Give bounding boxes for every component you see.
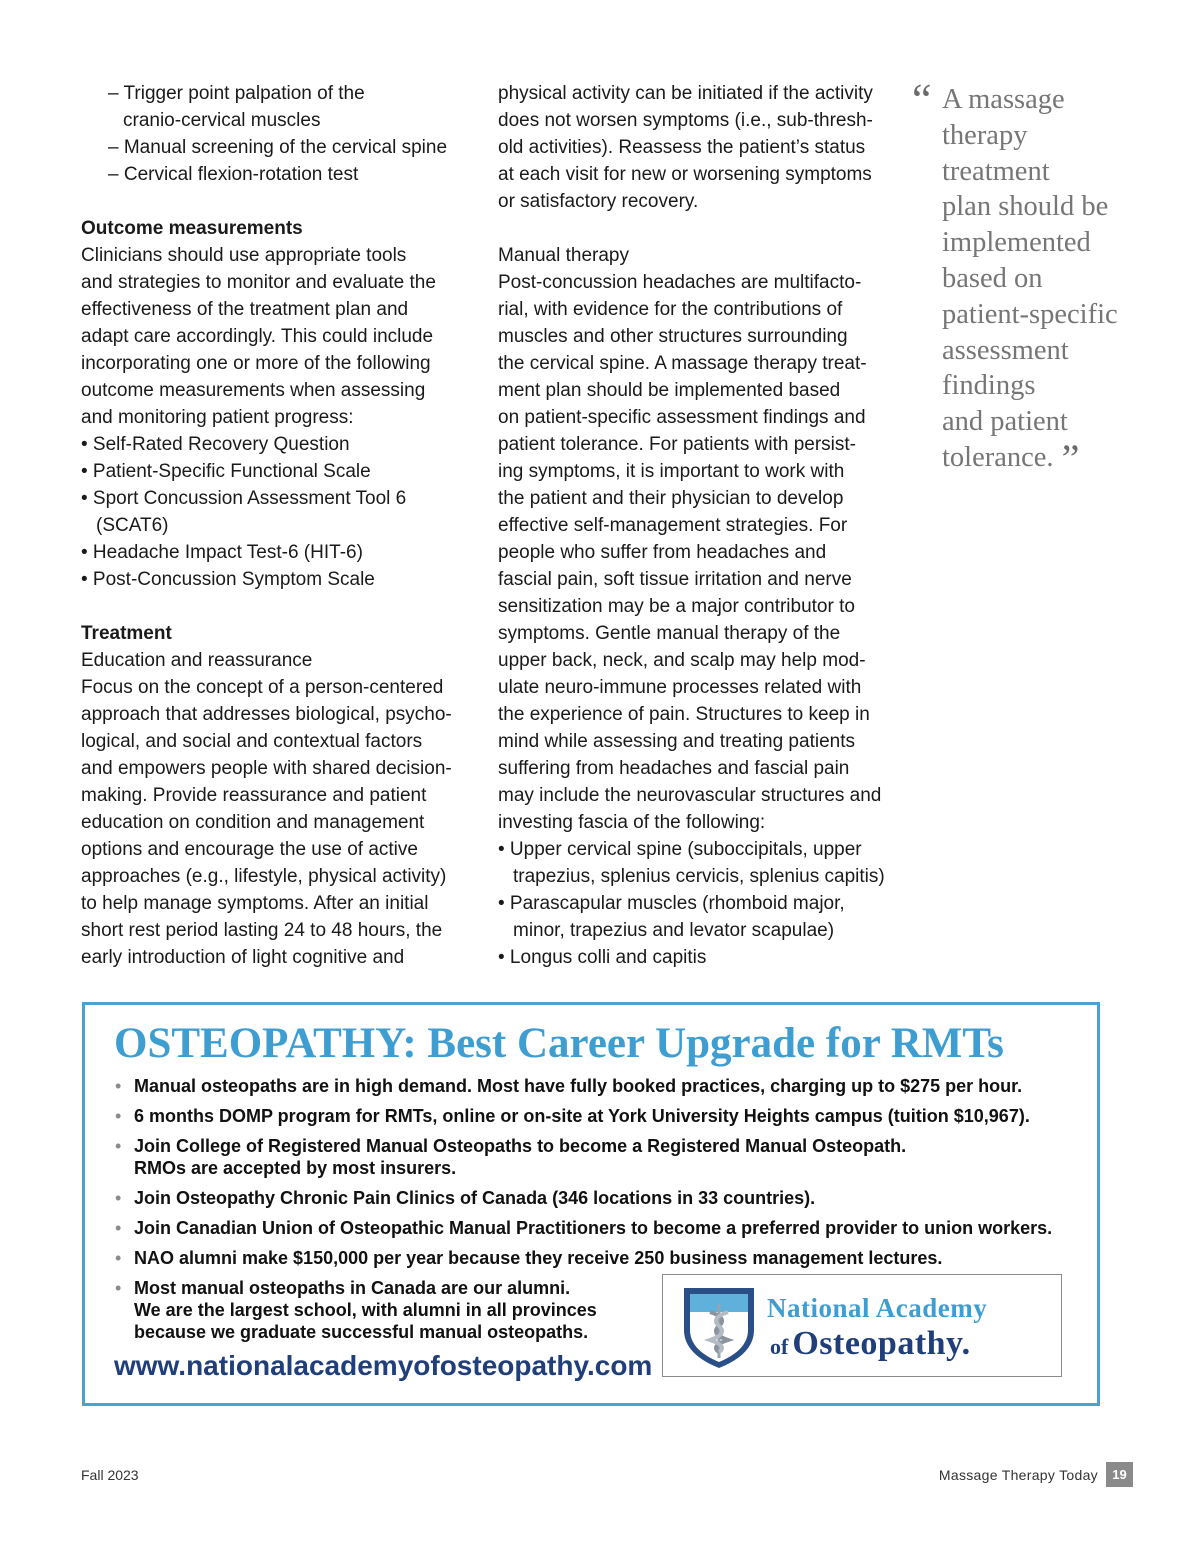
quote-line: plan should be xyxy=(942,191,1109,223)
page-number: 19 xyxy=(1106,1462,1133,1487)
body-line: the patient and their physician to develop xyxy=(498,488,844,509)
body-line: effective self-management strategies. For xyxy=(498,515,848,536)
bullet-item-continuation: minor, trapezius and levator scapulae) xyxy=(513,920,835,941)
body-line: investing fascia of the following: xyxy=(498,812,766,833)
body-line: outcome measurements when assessing xyxy=(81,380,426,401)
quote-line: findings xyxy=(942,370,1036,402)
ad-title: OSTEOPATHY: Best Career Upgrade for RMTs xyxy=(114,1020,1004,1067)
logo-text-osteopathy: of Osteopathy. xyxy=(770,1325,971,1362)
body-line: ment plan should be implemented based xyxy=(498,380,841,401)
quote-line: and patient xyxy=(942,406,1068,438)
education-subheading: Education and reassurance xyxy=(81,650,313,671)
open-quote-mark: “ xyxy=(912,75,932,124)
ad-bullet: • Join College of Registered Manual Osteopaths to become a Registered Manual Osteopath. RMOs are accepted by most insurers. xyxy=(115,1135,1075,1179)
body-line: upper back, neck, and scalp may help mod- xyxy=(498,650,866,671)
body-line: the cervical spine. A massage therapy treat- xyxy=(498,353,867,374)
body-line: approach that addresses biological, psycho- xyxy=(81,704,452,725)
manual-therapy-subheading: Manual therapy xyxy=(498,245,629,266)
body-line: on patient-specific assessment findings and xyxy=(498,407,866,428)
dash-item-continuation: cranio-cervical muscles xyxy=(123,110,321,131)
body-line: patient tolerance. For patients with persist- xyxy=(498,434,857,455)
quote-text: tolerance. xyxy=(942,441,1054,473)
bullet-item: • Longus colli and capitis xyxy=(498,947,707,968)
body-line: logical, and social and contextual factors xyxy=(81,731,423,752)
quote-line: A massage xyxy=(942,84,1065,115)
body-line: rial, with evidence for the contributions of xyxy=(498,299,843,320)
body-line: ulate neuro-immune processes related with xyxy=(498,677,862,698)
body-line: sensitization may be a major contributor to xyxy=(498,596,855,617)
bullet-item: • Parascapular muscles (rhomboid major, xyxy=(498,893,845,914)
bullet-item: • Sport Concussion Assessment Tool 6 xyxy=(81,488,407,509)
body-line: muscles and other structures surrounding xyxy=(498,326,848,347)
footer-publication: Massage Therapy Today xyxy=(938,1467,1098,1483)
body-line: options and encourage the use of active xyxy=(81,839,418,860)
ad-bullet: • 6 months DOMP program for RMTs, online or on-site at York University Heights campus (tuition $10,967). xyxy=(115,1105,1075,1127)
outcome-heading: Outcome measurements xyxy=(81,218,303,239)
logo-text-national-academy: National Academy xyxy=(767,1293,988,1323)
body-line: Clinicians should use appropriate tools xyxy=(81,245,407,266)
body-line: incorporating one or more of the following xyxy=(81,353,431,374)
column-left xyxy=(81,80,466,971)
body-line: Post-concussion headaches are multifacto- xyxy=(498,272,862,293)
column-middle xyxy=(498,80,893,971)
body-line: Focus on the concept of a person-centered xyxy=(81,677,444,698)
body-line: may include the neurovascular structures and xyxy=(498,785,882,806)
ad-bullet: • Join Canadian Union of Osteopathic Manual Practitioners to become a preferred provider to union workers. xyxy=(115,1217,1075,1239)
body-line: approaches (e.g., lifestyle, physical activity) xyxy=(81,866,447,887)
body-line: and strategies to monitor and evaluate the xyxy=(81,272,436,293)
body-line: or satisfactory recovery. xyxy=(498,191,699,212)
body-line: symptoms. Gentle manual therapy of the xyxy=(498,623,841,644)
body-line: education on condition and management xyxy=(81,812,425,833)
shield-caduceus-icon xyxy=(680,1282,758,1370)
bullet-item: • Self-Rated Recovery Question xyxy=(81,434,350,455)
body-line: and monitoring patient progress: xyxy=(81,407,354,428)
body-line: the experience of pain. Structures to keep in xyxy=(498,704,870,725)
quote-line: patient-specific xyxy=(942,298,1118,330)
dash-item: – Trigger point palpation of the xyxy=(108,83,365,104)
bullet-item: • Patient-Specific Functional Scale xyxy=(81,461,371,482)
dash-item: – Manual screening of the cervical spine xyxy=(108,137,448,158)
body-line: effectiveness of the treatment plan and xyxy=(81,299,409,320)
body-line: making. Provide reassurance and patient xyxy=(81,785,427,806)
academy-logo xyxy=(662,1274,1062,1377)
body-line: mind while assessing and treating patients xyxy=(498,731,855,752)
body-line: suffering from headaches and fascial pain xyxy=(498,758,850,779)
footer-issue-date: Fall 2023 xyxy=(81,1467,139,1483)
bullet-item-continuation: (SCAT6) xyxy=(96,515,169,536)
ad-bullet: • Most manual osteopaths in Canada are our alumni. We are the largest school, with alumni in all provinces because we graduate successful manual osteopaths. xyxy=(115,1277,1075,1343)
close-quote-mark: ” xyxy=(1061,435,1080,481)
quote-line: based on xyxy=(942,262,1043,294)
bullet-item: • Headache Impact Test-6 (HIT-6) xyxy=(81,542,363,563)
osteopathy-advertisement xyxy=(82,1002,1100,1406)
ad-bullet: • Manual osteopaths are in high demand. Most have fully booked practices, charging up to $275 per hour. xyxy=(115,1075,1075,1097)
ad-bullet: • NAO alumni make $150,000 per year because they receive 250 business management lectures. xyxy=(115,1247,1075,1269)
body-line: physical activity can be initiated if the activity xyxy=(498,83,873,104)
body-line: early introduction of light cognitive and xyxy=(81,947,405,968)
bullet-item-continuation: trapezius, splenius cervicis, splenius capitis) xyxy=(513,866,885,887)
body-line: ing symptoms, it is important to work with xyxy=(498,461,845,482)
body-line: at each visit for new or worsening symptoms xyxy=(498,164,872,185)
body-line: to help manage symptoms. After an initial xyxy=(81,893,429,914)
body-line: and empowers people with shared decision- xyxy=(81,758,452,779)
quote-line: treatment xyxy=(942,155,1050,187)
pull-quote xyxy=(912,75,1172,481)
bullet-item: • Upper cervical spine (suboccipitals, upper xyxy=(498,839,862,860)
body-line: adapt care accordingly. This could include xyxy=(81,326,434,347)
quote-line-last xyxy=(912,435,1172,481)
body-line: fascial pain, soft tissue irritation and nerve xyxy=(498,569,852,590)
body-line: people who suffer from headaches and xyxy=(498,542,827,563)
treatment-heading: Treatment xyxy=(81,623,172,644)
body-line: does not worsen symptoms (i.e., sub-thresh- xyxy=(498,110,873,131)
dash-item: – Cervical flexion-rotation test xyxy=(108,164,359,185)
quote-line: implemented xyxy=(942,227,1091,259)
body-line: old activities). Reassess the patient’s status xyxy=(498,137,866,158)
bullet-item: • Post-Concussion Symptom Scale xyxy=(81,569,375,590)
ad-website-link[interactable]: www.nationalacademyofosteopathy.com xyxy=(114,1350,653,1381)
quote-line: assessment xyxy=(942,334,1069,366)
ad-bullet: • Join Osteopathy Chronic Pain Clinics of Canada (346 locations in 33 countries). xyxy=(115,1187,1075,1209)
body-line: short rest period lasting 24 to 48 hours, the xyxy=(81,920,443,941)
quote-line: therapy xyxy=(942,119,1028,151)
